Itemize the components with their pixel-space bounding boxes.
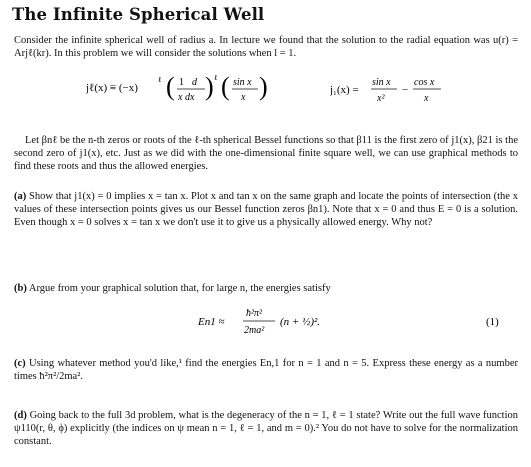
sin-numerator: sin x: [233, 77, 252, 88]
part-b-text: Argue from your graphical solution that, for large n, the energies satisfy: [28, 283, 331, 294]
part-d-label: (d): [14, 410, 27, 421]
j1-t2-num: cos x: [414, 77, 435, 88]
part-c: [14, 357, 518, 383]
part-b-label: (b): [14, 283, 27, 294]
j1-lhs: j₁(x) =: [330, 84, 359, 96]
j1-minus: −: [402, 84, 409, 96]
right-paren: ): [205, 72, 214, 101]
energy-tail: (n + ½)².: [280, 316, 321, 328]
part-a: [14, 190, 518, 230]
bessel-zeros-paragraph: Let βnℓ be the n-th zeros or roots of the ℓ-th spherical Bessel functions so that β11 is the first zero of j1(x), β21 is the second zero of j1(x), etc. Just as we did with the one-dimensional finite square well, we can use graphical methods to find these roots and thus the allowed energies.: [14, 135, 518, 173]
j1-t1-den: x²: [377, 93, 385, 104]
energy-frac-num: ħ²π²: [246, 308, 263, 319]
part-c-label: (c): [14, 358, 26, 369]
energy-frac-den: 2ma²: [244, 325, 265, 336]
intro-paragraph: Consider the infinite spherical well of radius a. In lecture we found that the solution to the radial equation was u(r) = Arjℓ(kr). In this problem we will consider the solutions when l = 1.: [14, 35, 518, 60]
op-denominator: x dx: [178, 92, 195, 103]
energy-lhs: En1 ≈: [198, 316, 225, 328]
op-numerator-d: d: [192, 77, 197, 88]
j1-equation: [330, 70, 460, 106]
part-b: [14, 282, 518, 295]
left-paren-2: (: [221, 72, 230, 101]
j1-t2-den: x: [424, 93, 429, 104]
right-paren-2: ): [259, 72, 268, 101]
jl-equation: [86, 68, 286, 108]
part-a-label: (a): [14, 191, 27, 202]
sin-denominator: x: [241, 92, 246, 103]
j1-t1-num: sin x: [372, 77, 391, 88]
part-d-text: Going back to the full 3d problem, what is the degeneracy of the n = 1, ℓ = 1 state? Write out the full wave function ψ110(r, θ, ϕ) explicitly (the indices on ψ mean n = 1, ℓ = 1, and m = 0).² You do not have to solve for the normalization constant.: [14, 410, 519, 448]
jl-exp: ℓ: [158, 75, 162, 84]
page-title: The Infinite Spherical Well: [12, 5, 265, 24]
energy-equation: [14, 302, 519, 340]
op-numerator-one: 1: [179, 77, 184, 88]
part-d: [14, 409, 518, 449]
part-c-text: Using whatever method you'd like,¹ find the energies En,1 for n = 1 and n = 5. Express these energy as a number times ħ²π²/2ma².: [14, 358, 518, 383]
equation-number: (1): [486, 316, 499, 328]
op-exp: ℓ: [214, 73, 218, 82]
left-paren: (: [166, 72, 175, 101]
jl-lhs: jℓ(x) ≡ (−x): [86, 82, 138, 94]
part-a-text: Show that j1(x) = 0 implies x = tan x. Plot x and tan x on the same graph and locate the points of intersection (the x values of these intersection points gives us our Bessel function zeros βn1). Note that x = 0 and thus E = 0 is a solution. Even though x = 0 solves x = tan x we don't use it to give us a physically allowed energy. Why not?: [14, 191, 518, 229]
